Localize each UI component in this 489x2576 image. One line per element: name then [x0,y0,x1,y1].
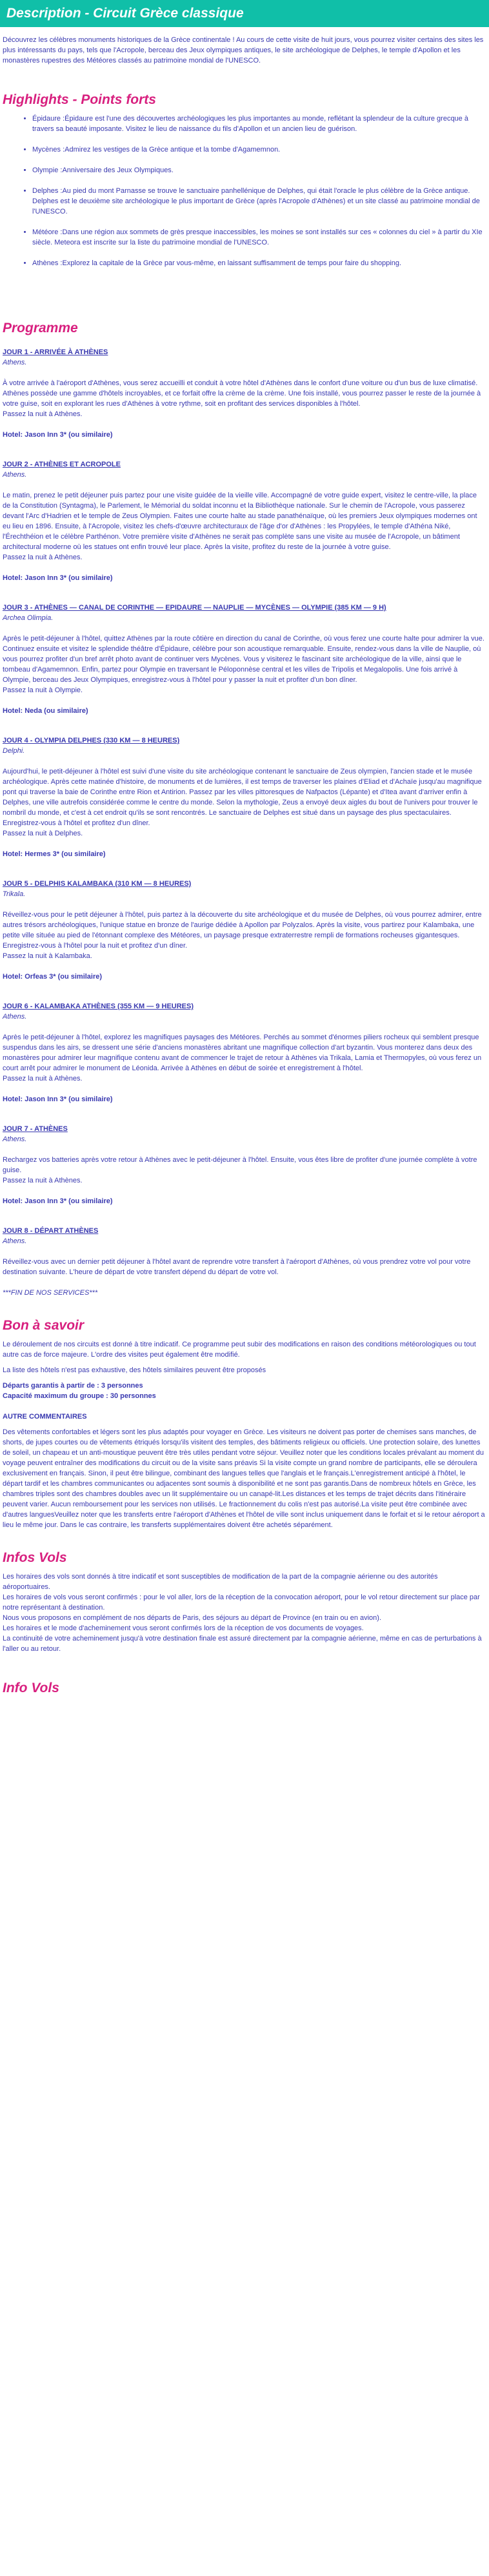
day-description [3,1257,486,1277]
day-title: JOUR 7 - ATHÈNES [3,1125,68,1133]
day-paragraph: Aujourd'hui, le petit-déjeuner à l'hôtel est suivi d'une visite du site archéologique contenant le sanctuaire de Zeus olympien, l'ancien stade et le musée archéologique. Après cette matinée d'histoire, de monuments et de lumières, il est temps de traverser les plaines d'Eliad et d'Achaïe jusqu'au magnifique pont qui traverse la baie de Corinthe entre Rion et Antirion. Passez par les villes pittoresques de Nafpactos (Lépante) et d'Itea avant d'arriver enfin à Delphes, une ville autrefois considérée comme le centre du monde. Selon la mythologie, Zeus a envoyé deux aigles du bout de l'univers pour trouver le nombril du monde, et c'est à cet endroit qu'ils se sont rencontrés. Le sanctuaire de Delphes est situé dans un paysage des plus spectaculaires. Enregistrez-vous à l'hôtel et profitez d'un dîner. [3,768,482,827]
highlights-list [3,114,486,268]
day-block [3,347,486,440]
day-paragraph: Passez la nuit à Kalambaka. [3,952,92,960]
day-place: Trikala. [3,890,26,898]
day-place: Athens. [3,1013,27,1021]
day-block [3,603,486,716]
day-place: Delphi. [3,747,25,755]
day-paragraph: Passez la nuit à Athènes. [3,1075,83,1083]
day-block [3,735,486,859]
day-description [3,1032,486,1084]
highlight-item: • Épidaure :Épidaure est l'une des découvertes archéologiques les plus importantes au monde, reflétant la splendeur de la culture grecque à travers sa beauté imposante. Visitez le lieu de naissance du fils d'Apollon et un ancien lieu de guérison. [32,114,486,134]
intro-text: Découvrez les célèbres monuments historiques de la Grèce continentale ! Au cours de cette visite de huit jours, vous pourrez visiter certains des sites les plus intéressants du pays, tels que l'Acropole, berceau des Jeux olympiques antiques, le site archéologique de Delphes, le temple d'Apollon et les monastères rupestres des Météores classés au patrimoine mondial de l'UNESCO. [3,36,484,65]
day-title: JOUR 1 - ARRIVÉE À ATHÈNES [3,348,108,356]
other-comments-text: Des vêtements confortables et légers sont les plus adaptés pour voyager en Grèce. Les visiteurs ne doivent pas porter de chemises sans manches, de shorts, de jupes courtes ou de vêtements étriqués lorsqu'ils visitent des temples, des bâtiments religieux ou officiels. Une protection solaire, des lunettes de soleil, un chapeau et un anti-moustique peuvent être très utiles pendant votre séjour. Veuillez noter que les conditions locales prévalant au moment du voyage peuvent entraîner des modifications du circuit ou de la visite sans préavis Si la visite compte un grand nombre de participants, elle se déroulera exclusivement en français. Sinon, il peut être bilingue, combinant des langues telles que l'anglais et le français.L'enregistrement anticipé à l'hôtel, le départ tardif et les chambres communicantes ou adjacentes sont soumis à disponibilité et ne sont pas garantis.Dans de nombreux hôtels en Grèce, les chambres triples sont des chambres doubles avec un lit supplémentaire ou un canapé-lit.Les distances et les temps de trajet décrits dans l'itinéraire peuvent varier. Aucun remboursement pour les services non utilisés. Le fractionnement du colis n'est pas autorisé.La visite peut être combinée avec d'autres languesVeuillez noter que les transferts entre l'aéroport d'Athènes et l'hôtel de ville sont inclus uniquement dans le forfait et si le retour aéroport a lieu le même jour. Dans le cas contraire, les transferts supplémentaires doivent être achetés séparément. [3,1428,485,1529]
day-paragraph: Après le petit-déjeuner à l'hôtel, quittez Athènes par la route côtière en direction du canal de Corinthe, où vous ferez une courte halte pour admirer la vue. Continuez ensuite et visitez le splendide théâtre d'Épidaure, célèbre pour son acoustique remarquable. Ensuite, rendez-vous dans la ville de Nauplie, où vous pourrez profiter d'un bref arrêt photo avant de continuer vers Mycènes. Vous y visiterez le fascinant site archéologique de la ville, ainsi que le tombeau d'Agamemnon. Enfin, partez pour Olympie en traversant le Péloponnèse central et les villes de Tripolis et Megalopolis. Une fois arrivé à Olympie, berceau des Jeux Olympiques, enregistrez-vous à l'hôtel pour y passer la nuit et profiter d'un bon dîner. [3,635,484,684]
flight-info-line: Les horaires de vols vous seront confirmés : pour le vol aller, lors de la réception de la convocation aéroport, pour le vol retour directement sur place par notre représentant à destination. [3,1593,480,1612]
day-paragraph: À votre arrivée à l'aéroport d'Athènes, vous serez accueilli et conduit à votre hôtel d'Athènes dans le confort d'une voiture ou d'un bus de luxe climatisé. Athènes possède une gamme d'hôtels incroyables, et ce forfait offre la crème de la crème. Une fois installé, vous pourrez passer le reste de la journée à votre guise, soit en explorant les rues d'Athènes à votre rythme, soit en profitant des services disponibles à l'hôtel. [3,379,481,408]
day-paragraph: Réveillez-vous pour le petit déjeuner à l'hôtel, puis partez à la découverte du site archéologique et du musée de Delphes, où vous pourrez admirer, entre autres trésors archéologiques, l'unique statue en bronze de l'aurige dédiée à Apollon par Polyzalos. Après la visite, vous partirez pour Kalambaka, une petite ville située au pied de l'étonnant complexe des Météores, un paysage presque extraterrestre rempli de formations rocheuses gigantesques. Enregistrez-vous à l'hôtel pour la nuit et profitez d'un dîner. [3,911,482,950]
day-title: JOUR 3 - ATHÈNES — CANAL DE CORINTHE — EPIDAURE — NAUPLIE — MYCÈNES — OLYMPIE (385 KM — 9 H) [3,604,386,612]
day-title: JOUR 2 - ATHÈNES ET ACROPOLE [3,461,121,468]
good-to-know-text-2: La liste des hôtels n'est pas exhaustive, des hôtels similaires peuvent être proposés [3,1366,266,1374]
day-title: JOUR 8 - DÉPART ATHÈNES [3,1227,99,1235]
day-place: Athens. [3,359,27,366]
day-place: Athens. [3,471,27,479]
day-block [3,1124,486,1206]
day-place: Athens. [3,1237,27,1245]
day-title: JOUR 6 - KALAMBAKA ATHÈNES (355 KM — 9 HEURES) [3,1003,194,1010]
highlights-heading: Highlights - Points forts [3,92,156,107]
day-paragraph: Passez la nuit à Delphes. [3,830,83,837]
day-hotel: Hotel: Jason Inn 3* (ou similaire) [3,431,113,439]
day-place: Archea Olimpia. [3,614,54,622]
day-hotel: Hotel: Jason Inn 3* (ou similaire) [3,574,113,582]
programme-heading: Programme [3,321,78,335]
highlight-item: • Mycènes :Admirez les vestiges de la Grèce antique et la tombe d'Agamemnon. [32,145,486,155]
flight-info-line: Les horaires et le mode d'acheminement vous seront confirmés lors de la réception de vos documents de voyages. [3,1624,364,1632]
day-block [3,1226,486,1277]
highlight-item: • Delphes :Au pied du mont Parnasse se trouve le sanctuaire panhellénique de Delphes, qui était l'oracle le plus célèbre de la Grèce antique. Delphes est le deuxième site archéologique le plus important de Grèce (après l'Acropole d'Athènes) et un site classé au patrimoine mondial de l'UNESCO. [32,186,486,217]
day-paragraph: Passez la nuit à Athènes. [3,410,83,418]
day-description [3,766,486,839]
day-place: Athens. [3,1135,27,1143]
day-paragraph: Après le petit-déjeuner à l'hôtel, explorez les magnifiques paysages des Météores. Perchés au sommet d'énormes piliers rocheux qui semblent presque suspendus dans les airs, se dressent une série d'anciens monastères abritant une magnifique collection d'art byzantin. Vous monterez dans deux des monastères pour admirer leur magnifique contenu avant de commencer le trajet de retour à Athènes via Trikala, Lamia et Thermopyles, où vous ferez un court arrêt pour admirer le monument de Léonida. Arrivée à Athènes en début de soirée et enregistrement à l'hôtel. [3,1033,482,1072]
day-block [3,1001,486,1104]
page-title: Description - Circuit Grèce classique [0,0,489,27]
flight-info-heading: Infos Vols [3,1550,67,1565]
day-title: JOUR 4 - OLYMPIA DELPHES (330 KM — 8 HEURES) [3,737,180,744]
day-hotel: Hotel: Jason Inn 3* (ou similaire) [3,1197,113,1205]
flight-info-line: Nous vous proposons en complément de nos départs de Paris, des séjours au départ de Province (en train ou en avion). [3,1614,382,1622]
flight-info-line: Les horaires des vols sont donnés à titre indicatif et sont susceptibles de modification de la part de la compagnie aérienne ou des autorités aéroportuaires. [3,1573,438,1591]
departures-guaranteed: Départs garantis à partir de : 3 personnes [3,1382,143,1390]
day-description [3,378,486,419]
highlight-item: • Météore :Dans une région aux sommets de grès presque inaccessibles, les moines se sont installés sur ces « colonnes du ciel » à partir du XIe siècle. Meteora est inscrite sur la liste du patrimoine mondial de l'UNESCO. [32,227,486,248]
day-paragraph: Rechargez vos batteries après votre retour à Athènes avec le petit-déjeuner à l'hôtel. Ensuite, vous êtes libre de profiter d'une journée complète à votre guise. [3,1156,477,1174]
day-paragraph: Réveillez-vous avec un dernier petit déjeuner à l'hôtel avant de reprendre votre transfert à l'aéroport d'Athènes, où vous prendrez votre vol pour votre destination suivante. L'heure de départ de votre transfert dépend du départ de votre vol. [3,1258,471,1276]
day-block [3,879,486,982]
day-paragraph: Le matin, prenez le petit déjeuner puis partez pour une visite guidée de la vieille ville. Accompagné de votre guide expert, visitez le centre-ville, la place de la Constitution (Syntagma), le Parlement, le Mémorial du soldat inconnu et la Bibliothèque nationale. Sur le chemin de l'Acropole, vous passerez devant l'Arc d'Hadrien et le temple de Zeus Olympien. Faites une courte halte au stade panathénaïque, où les premiers Jeux olympiques modernes ont eu lieu en 1896. Ensuite, à l'Acropole, visitez les chefs-d'œuvre architecturaux de l'âge d'or d'Athènes : les Propylées, le temple d'Athéna Niké, l'Érechthéion et le célèbre Parthénon. Votre première visite d'Athènes ne serait pas complète sans une visite au musée de l'Acropole, un bâtiment architectural moderne où les statues ont enfin trouvé leur place. Après la visite, profitez du reste de la journée à votre guise. [3,492,477,551]
good-to-know-text-1: Le déroulement de nos circuits est donné à titre indicatif. Ce programme peut subir des modifications en raison des conditions météorologiques ou tout autre cas de force majeure. L'ordre des visites peut également être modifié. [3,1341,476,1359]
flight-info-lines [3,1572,486,1654]
group-capacity: Capacité maximum du groupe : 30 personnes [3,1392,156,1400]
flight-info-line: La continuité de votre acheminement jusqu'à votre destination finale est assuré directement par la compagnie aérienne, même en cas de perturbations à l'aller ou au retour. [3,1635,482,1653]
day-hotel: Hotel: Neda (ou similaire) [3,707,88,715]
day-description [3,1155,486,1186]
day-description [3,634,486,695]
end-of-services: ***FIN DE NOS SERVICES*** [3,1289,98,1297]
day-hotel: Hotel: Jason Inn 3* (ou similaire) [3,1095,113,1103]
flight-info-heading-2: Info Vols [3,1681,59,1695]
day-paragraph: Passez la nuit à Athènes. [3,554,83,561]
day-block [3,459,486,583]
highlight-item: • Athènes :Explorez la capitale de la Grèce par vous-même, en laissant suffisamment de temps pour faire du shopping. [32,258,486,268]
day-title: JOUR 5 - DELPHIS KALAMBAKA (310 KM — 8 HEURES) [3,880,192,888]
day-paragraph: Passez la nuit à Athènes. [3,1177,83,1184]
programme-days [3,347,486,1277]
day-description [3,490,486,563]
day-hotel: Hotel: Orfeas 3* (ou similaire) [3,973,103,981]
day-hotel: Hotel: Hermes 3* (ou similaire) [3,850,106,858]
day-paragraph: Passez la nuit à Olympie. [3,686,83,694]
day-description [3,910,486,961]
highlight-item: • Olympie :Anniversaire des Jeux Olympiques. [32,165,486,175]
content [0,35,489,1697]
other-comments-heading: AUTRE COMMENTAIRES [3,1413,87,1421]
good-to-know-heading: Bon à savoir [3,1318,85,1333]
